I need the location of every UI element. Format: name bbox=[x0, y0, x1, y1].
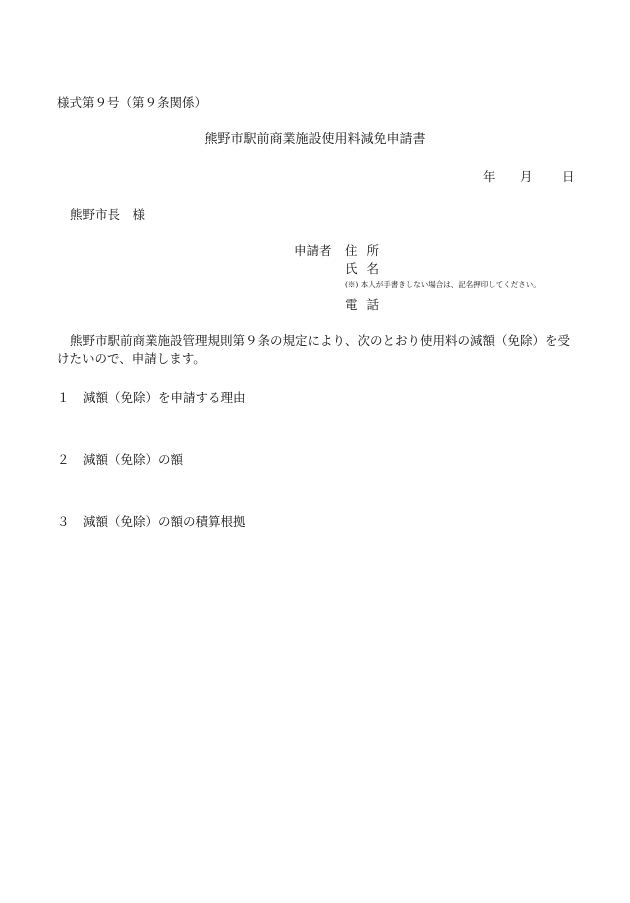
document-title: 熊野市駅前商業施設使用料減免申請書 bbox=[204, 132, 426, 147]
date-month-label: 月 bbox=[520, 169, 533, 184]
addressee: 熊野市長 様 bbox=[70, 207, 146, 222]
phone-label: 電話 bbox=[345, 297, 389, 312]
item-number: ２ bbox=[57, 452, 70, 467]
applicant-label: 申請者 bbox=[294, 243, 332, 258]
item-number: １ bbox=[57, 390, 70, 405]
date-year-label: 年 bbox=[483, 169, 496, 184]
request-statement: 熊野市駅前商業施設管理規則第９条の規定により、次のとおり使用料の減額（免除）を受けたいので、申請します。 bbox=[57, 333, 571, 367]
item-number: ３ bbox=[57, 514, 70, 529]
item-text: 減額（免除）を申請する理由 bbox=[83, 390, 246, 405]
item-reason bbox=[57, 389, 246, 407]
item-calculation-basis bbox=[57, 513, 246, 531]
item-text: 減額（免除）の額の積算根拠 bbox=[83, 514, 246, 529]
date-line bbox=[0, 168, 630, 188]
address-label: 住所 bbox=[345, 243, 389, 258]
form-number: 様式第９号（第９条関係） bbox=[57, 95, 208, 110]
date-day-label: 日 bbox=[562, 169, 575, 184]
handwriting-note: (※) 本人が手書きしない場合は、記名押印してください。 bbox=[345, 280, 541, 289]
name-label: 氏名 bbox=[345, 261, 389, 276]
item-amount bbox=[57, 451, 183, 469]
item-text: 減額（免除）の額 bbox=[83, 452, 184, 467]
